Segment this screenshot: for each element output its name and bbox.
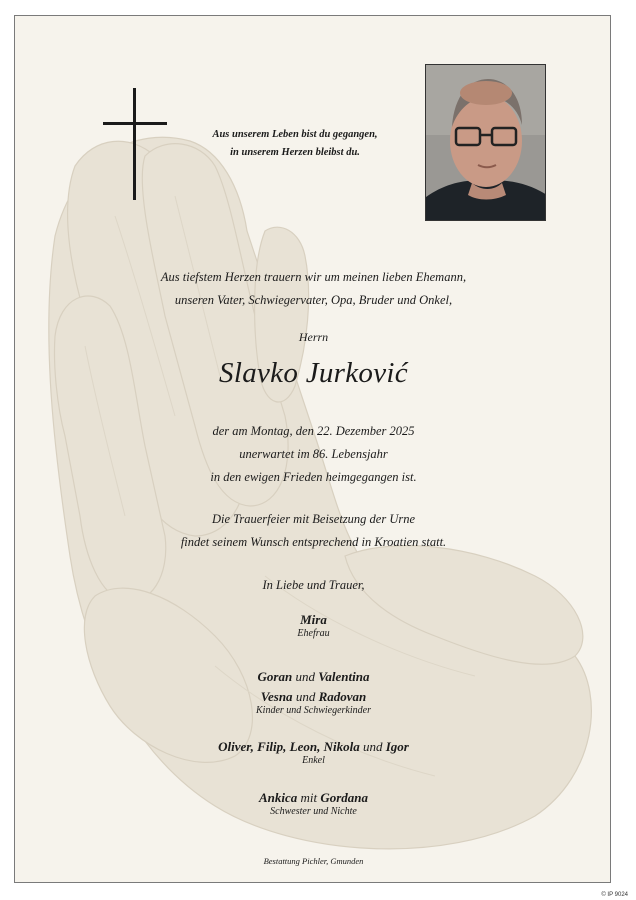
salutation: Herrn [298, 330, 329, 344]
ceremony-line-2: findet seinem Wunsch entsprechend in Kroatien statt. [180, 535, 447, 549]
portrait-image [426, 65, 546, 221]
wife-name: Mira [300, 612, 327, 627]
niece-name: Gordana [320, 790, 369, 805]
mourner-sister [15, 790, 611, 817]
grandchildren-role: Enkel [302, 755, 325, 766]
child-couple-2 [15, 689, 611, 705]
ceremony-line-1: Die Trauerfeier mit Beisetzung der Urne [211, 512, 416, 526]
funeral-home: Bestattung Pichler, Gmunden [263, 856, 364, 866]
grandchildren-list: Oliver, Filip, Leon, Nikola [218, 739, 360, 754]
children-role: Kinder und Schwiegerkinder [256, 705, 371, 716]
sister-join: mit [300, 790, 318, 805]
mourner-wife [15, 612, 611, 639]
sister-names [15, 790, 611, 806]
obituary-card [14, 15, 611, 883]
grandchild-last: Igor [385, 739, 409, 754]
death-info-line-3: in den ewigen Frieden heimgegangen ist. [210, 470, 417, 484]
verse-line-2: in unserem Herzen bleibst du. [230, 147, 360, 158]
child-2-name: Vesna [260, 689, 293, 704]
wife-role: Ehefrau [297, 628, 330, 639]
portrait-photo [425, 64, 546, 221]
sister-role: Schwester und Nichte [270, 806, 357, 817]
grandchildren-names [15, 739, 611, 755]
ceremony-info [15, 508, 611, 554]
child-couple-1 [15, 669, 611, 685]
intro-line-2: unseren Vater, Schwiegervater, Opa, Bruder und Onkel, [174, 293, 453, 307]
mourner-children [15, 669, 611, 716]
grandchildren-join: und [362, 739, 383, 754]
memorial-verse [175, 126, 415, 162]
child-2-join: und [295, 689, 316, 704]
verse-line-1: Aus unserem Leben bist du gegangen, [212, 129, 378, 140]
sister-name: Ankica [258, 790, 298, 805]
death-info [15, 420, 611, 489]
intro-line-1: Aus tiefstem Herzen trauern wir um meinen lieben Ehemann, [160, 270, 467, 284]
deceased-name: Slavko Jurković [219, 357, 408, 389]
death-info-line-2: unerwartet im 86. Lebensjahr [239, 447, 388, 461]
closing-text: In Liebe und Trauer, [262, 578, 365, 592]
mourner-grandchildren [15, 739, 611, 766]
child-1-partner: Valentina [318, 669, 370, 684]
cross-icon [103, 88, 167, 200]
child-1-name: Goran [257, 669, 293, 684]
death-info-line-1: der am Montag, den 22. Dezember 2025 [212, 424, 415, 438]
copyright-note: © IP 9024 [601, 892, 628, 898]
child-1-join: und [295, 669, 315, 684]
child-2-partner: Radovan [318, 689, 367, 704]
intro-text [15, 266, 611, 312]
